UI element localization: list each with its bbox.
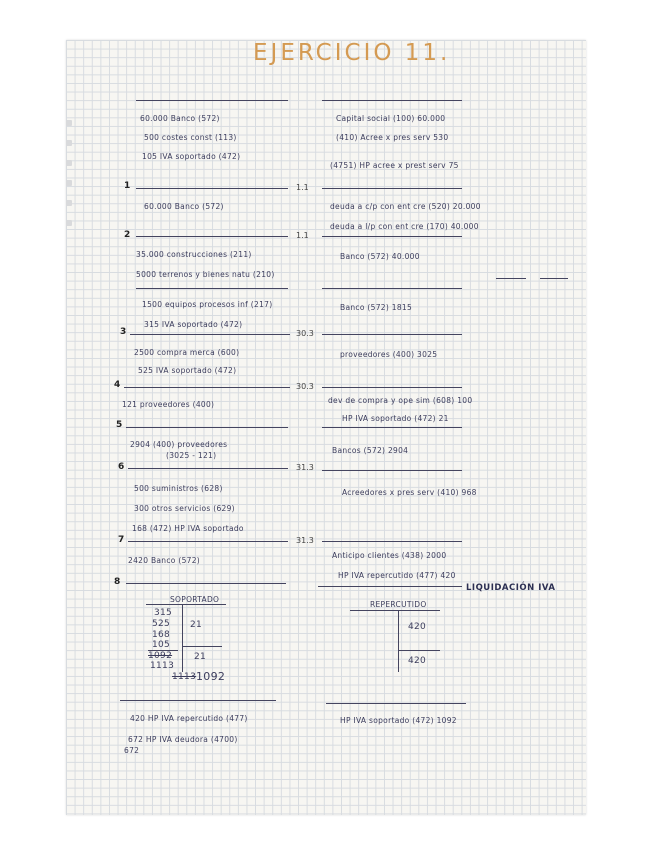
- entry7-debit-2: (3025 - 121): [166, 451, 217, 460]
- soportado-debit-2: 525: [152, 619, 171, 629]
- soportado-debit-4: 105: [152, 640, 171, 650]
- entry3-debit-1: 35.000 construcciones (211): [136, 250, 252, 259]
- entry9-debit-1: 2420 Banco (572): [128, 556, 201, 565]
- entry5-debit-2: 525 IVA soportado (472): [138, 366, 237, 375]
- entry1-debit-2: 500 costes const (113): [144, 133, 237, 142]
- entry-number-8: 8: [114, 577, 121, 587]
- entry-number-1: 1: [124, 181, 131, 191]
- entry-date-1: 1.1: [296, 183, 309, 192]
- entry4-debit-2: 315 IVA soportado (472): [144, 320, 243, 329]
- entry-date-4: 30.3: [296, 382, 314, 391]
- entry-number-6: 6: [118, 462, 125, 472]
- entry5-credit-1: proveedores (400) 3025: [340, 350, 438, 359]
- entry6-credit-1: dev de compra y ope sim (608) 100: [328, 396, 473, 405]
- entry-number-3: 3: [120, 327, 127, 337]
- entry3-debit-2: 5000 terrenos y bienes natu (210): [136, 270, 275, 279]
- final-debit-1: 420 HP IVA repercutido (477): [130, 714, 248, 723]
- entry5-debit-1: 2500 compra merca (600): [134, 348, 240, 357]
- entry8-debit-1: 500 suministros (628): [134, 484, 223, 493]
- entry-date-6: 31.3: [296, 536, 314, 545]
- entry9-credit-1: Anticipo clientes (438) 2000: [332, 551, 447, 560]
- entry2-credit-1: deuda a c/p con ent cre (520) 20.000: [330, 202, 481, 211]
- soportado-credit-2: 21: [194, 652, 207, 662]
- repercutido-credit-1: 420: [408, 622, 427, 632]
- repercutido-credit-2: 420: [408, 656, 427, 666]
- liquidacion-iva-label: LIQUIDACIÓN IVA: [466, 583, 556, 593]
- entry1-credit-3: (4751) HP acree x prest serv 75: [330, 161, 459, 170]
- entry-number-5: 5: [116, 420, 123, 430]
- entry2-debit-1: 60.000 Banco (572): [144, 202, 224, 211]
- final-credit-1: HP IVA soportado (472) 1092: [340, 716, 457, 725]
- final-debit-3: 672: [124, 746, 140, 755]
- soportado-debit-1: 315: [154, 608, 173, 618]
- soportado-debit-5: 1092: [148, 651, 173, 661]
- soportado-debit-3: 168: [152, 630, 171, 640]
- entry-number-4: 4: [114, 380, 121, 390]
- entry1-credit-2: (410) Acree x pres serv 530: [336, 133, 449, 142]
- soportado-debit-6: 1113: [150, 661, 175, 671]
- soportado-title: SOPORTADO: [170, 595, 220, 604]
- entry6-debit-1: 121 proveedores (400): [122, 400, 215, 409]
- entry8-debit-3: 168 (472) HP IVA soportado: [132, 524, 244, 533]
- entry2-credit-2: deuda a l/p con ent cre (170) 40.000: [330, 222, 479, 231]
- binder-holes: [66, 120, 74, 240]
- soportado-struck: 1113: [172, 672, 197, 682]
- soportado-credit-1: 21: [190, 620, 203, 630]
- entry3-credit-1: Banco (572) 40.000: [340, 252, 420, 261]
- entry4-credit-1: Banco (572) 1815: [340, 303, 413, 312]
- entry1-debit-1: 60.000 Banco (572): [140, 114, 220, 123]
- entry-date-3: 30.3: [296, 329, 314, 338]
- entry7-debit-1: 2904 (400) proveedores: [130, 440, 228, 449]
- soportado-total: 1092: [196, 670, 226, 683]
- entry7-credit-1: Bancos (572) 2904: [332, 446, 409, 455]
- entry8-debit-2: 300 otros servicios (629): [134, 504, 235, 513]
- entry6-credit-2: HP IVA soportado (472) 21: [342, 414, 449, 423]
- entry-date-2: 1.1: [296, 231, 309, 240]
- entry8-credit-1: Acreedores x pres serv (410) 968: [342, 488, 477, 497]
- final-debit-2: 672 HP IVA deudora (4700): [128, 735, 238, 744]
- entry9-credit-2: HP IVA repercutido (477) 420: [338, 571, 456, 580]
- entry1-credit-1: Capital social (100) 60.000: [336, 114, 446, 123]
- entry-date-5: 31.3: [296, 463, 314, 472]
- page-title: EJERCICIO 11.: [253, 40, 451, 66]
- entry-number-7: 7: [118, 535, 125, 545]
- entry-number-2: 2: [124, 230, 131, 240]
- entry4-debit-1: 1500 equipos procesos inf (217): [142, 300, 273, 309]
- repercutido-title: REPERCUTIDO: [370, 600, 427, 609]
- entry1-debit-3: 105 IVA soportado (472): [142, 152, 241, 161]
